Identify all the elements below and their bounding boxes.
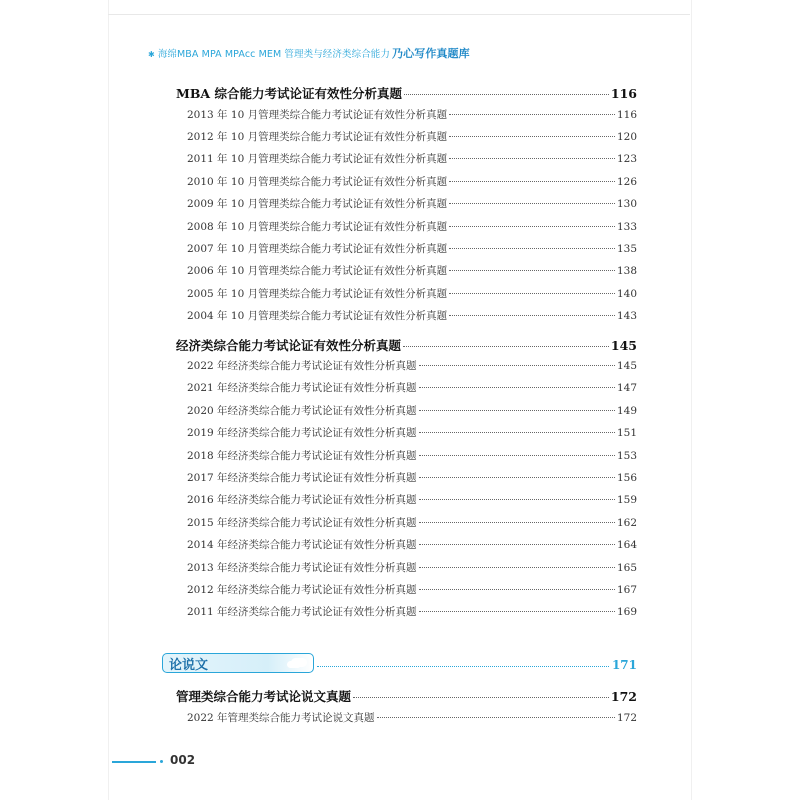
toc-entry-page: 147 [616,382,637,395]
dot-leader [403,346,609,347]
dot-leader [449,226,615,227]
dot-leader [404,94,609,95]
dot-leader [449,136,615,137]
toc-section[interactable] [176,687,637,705]
chapter-title-box [162,653,314,673]
toc-entry-label: 2012 年 10 月管理类综合能力考试论证有效性分析真题 [187,130,448,143]
toc-entry-label: 2016 年经济类综合能力考试论证有效性分析真题 [187,494,417,507]
dot-leader [419,522,615,523]
dot-leader [449,158,615,159]
dot-leader [449,114,615,115]
dot-leader [419,365,615,366]
dot-leader [449,293,615,294]
toc-entry[interactable] [187,582,637,597]
toc-entry-label: 2009 年 10 月管理类综合能力考试论证有效性分析真题 [187,198,448,211]
toc-entry-label: 2011 年 10 月管理类综合能力考试论证有效性分析真题 [187,153,448,166]
toc-entry-page: 133 [616,220,637,233]
toc-entry[interactable] [187,492,637,507]
toc-entry[interactable] [187,425,637,440]
toc-entry-label: 2007 年 10 月管理类综合能力考试论证有效性分析真题 [187,242,448,255]
toc-entry[interactable] [187,196,637,211]
toc-entry-page: 169 [616,606,637,619]
dot-leader [449,315,615,316]
cloud-icon [291,658,307,667]
toc-entry[interactable] [187,308,637,323]
toc-entry-page: 151 [616,427,637,440]
toc-entry-label: 2014 年经济类综合能力考试论证有效性分析真题 [187,539,417,552]
toc-entry-label: 2012 年经济类综合能力考试论证有效性分析真题 [187,584,417,596]
toc-entry-page: 126 [616,175,637,188]
series-accent: 乃心写作真题库 [392,47,470,60]
toc-entry-label: 2008 年 10 月管理类综合能力考试论证有效性分析真题 [187,220,448,233]
toc-entry[interactable] [187,604,637,619]
toc-entry-label: 2022 年管理类综合能力考试论说文真题 [187,711,375,724]
star-icon: ✱ [148,50,155,59]
toc-entry-page: 130 [616,198,637,211]
toc-section-label: 经济类综合能力考试论证有效性分析真题 [176,337,402,353]
dot-leader [353,697,609,698]
dot-leader [419,387,615,388]
top-rule [108,14,690,15]
toc-entry[interactable] [187,174,637,189]
toc-entry[interactable] [187,515,637,530]
dot-leader [449,181,615,182]
toc-entry[interactable] [187,129,637,144]
toc-entry-page: 167 [616,584,637,596]
toc-entry[interactable] [187,263,637,278]
toc-entry-page: 120 [616,130,637,143]
toc-entry-label: 2020 年经济类综合能力考试论证有效性分析真题 [187,404,417,417]
toc-entry[interactable] [187,286,637,301]
dot-leader [419,589,615,590]
toc-section-label: MBA 综合能力考试论证有效性分析真题 [176,86,402,101]
toc-entry-label: 2010 年 10 月管理类综合能力考试论证有效性分析真题 [187,175,448,188]
toc-entry-label: 2015 年经济类综合能力考试论证有效性分析真题 [187,516,417,529]
toc-entry-label: 2017 年经济类综合能力考试论证有效性分析真题 [187,472,417,484]
folio-rule [112,761,156,763]
toc-entry-label: 2006 年 10 月管理类综合能力考试论证有效性分析真题 [187,265,448,278]
dot-leader [377,717,615,718]
toc-entry-label: 2004 年 10 月管理类综合能力考试论证有效性分析真题 [187,310,448,323]
series-prefix: 海绵MBA MPA MPAcc MEM 管理类与经济类综合能力 [157,49,391,60]
toc-entry-page: 165 [616,561,637,574]
chapter-title: 论说文 [169,657,209,673]
chapter-page: 171 [611,658,637,672]
toc-entry[interactable] [187,358,637,373]
toc-section-page: 145 [610,337,637,353]
dot-leader [449,270,615,271]
toc-entry-page: 145 [616,360,637,372]
dot-leader [449,203,615,204]
toc-section-page: 172 [610,689,637,704]
dot-leader [419,611,615,612]
toc-entry-page: 156 [616,472,637,484]
toc-entry-label: 2005 年 10 月管理类综合能力考试论证有效性分析真题 [187,287,448,300]
toc-entry-label: 2013 年经济类综合能力考试论证有效性分析真题 [187,561,417,574]
toc-entry[interactable] [187,448,637,463]
dot-leader [419,432,615,433]
dot-leader [317,666,609,667]
toc-entry-page: 172 [616,711,637,724]
toc-entry[interactable] [187,470,637,485]
toc-section[interactable] [176,336,637,354]
folio-dot [160,760,163,763]
toc-entry-page: 143 [616,310,637,323]
toc-entry[interactable] [187,151,637,166]
toc-entry-page: 123 [616,153,637,166]
toc-entry[interactable] [187,403,637,418]
toc-entry-label: 2021 年经济类综合能力考试论证有效性分析真题 [187,382,417,395]
toc-entry-page: 162 [616,516,637,529]
toc-section-label: 管理类综合能力考试论说文真题 [176,689,352,704]
toc-entry-label: 2019 年经济类综合能力考试论证有效性分析真题 [187,427,417,440]
toc-entry-page: 159 [616,494,637,507]
page-number: 002 [170,753,196,767]
dot-leader [449,248,615,249]
toc-entry-page: 153 [616,449,637,462]
toc-entry-label: 2018 年经济类综合能力考试论证有效性分析真题 [187,449,417,462]
dot-leader [419,455,615,456]
dot-leader [419,477,615,478]
toc-entry[interactable] [187,241,637,256]
dot-leader [419,544,615,545]
toc-entry-label: 2022 年经济类综合能力考试论证有效性分析真题 [187,360,417,372]
toc-entry[interactable] [187,380,637,395]
toc-entry-page: 116 [616,108,637,121]
chapter-row[interactable] [162,653,637,673]
toc-entry-page: 164 [616,539,637,552]
toc-entry[interactable] [187,107,637,122]
dot-leader [419,567,615,568]
dot-leader [419,410,615,411]
toc-entry-page: 138 [616,265,637,278]
toc-entry[interactable] [187,219,637,234]
running-header [148,45,470,61]
toc-entry-label: 2011 年经济类综合能力考试论证有效性分析真题 [187,606,417,619]
toc-entry-page: 140 [616,287,637,300]
toc-section-page: 116 [610,86,637,101]
toc-entry[interactable] [187,560,637,575]
toc-entry[interactable] [187,537,637,552]
dot-leader [419,499,615,500]
toc-entry-page: 135 [616,242,637,255]
toc-entry[interactable] [187,710,637,725]
toc-section[interactable] [176,84,637,102]
toc-entry-page: 149 [616,404,637,417]
toc-entry-label: 2013 年 10 月管理类综合能力考试论证有效性分析真题 [187,108,448,121]
